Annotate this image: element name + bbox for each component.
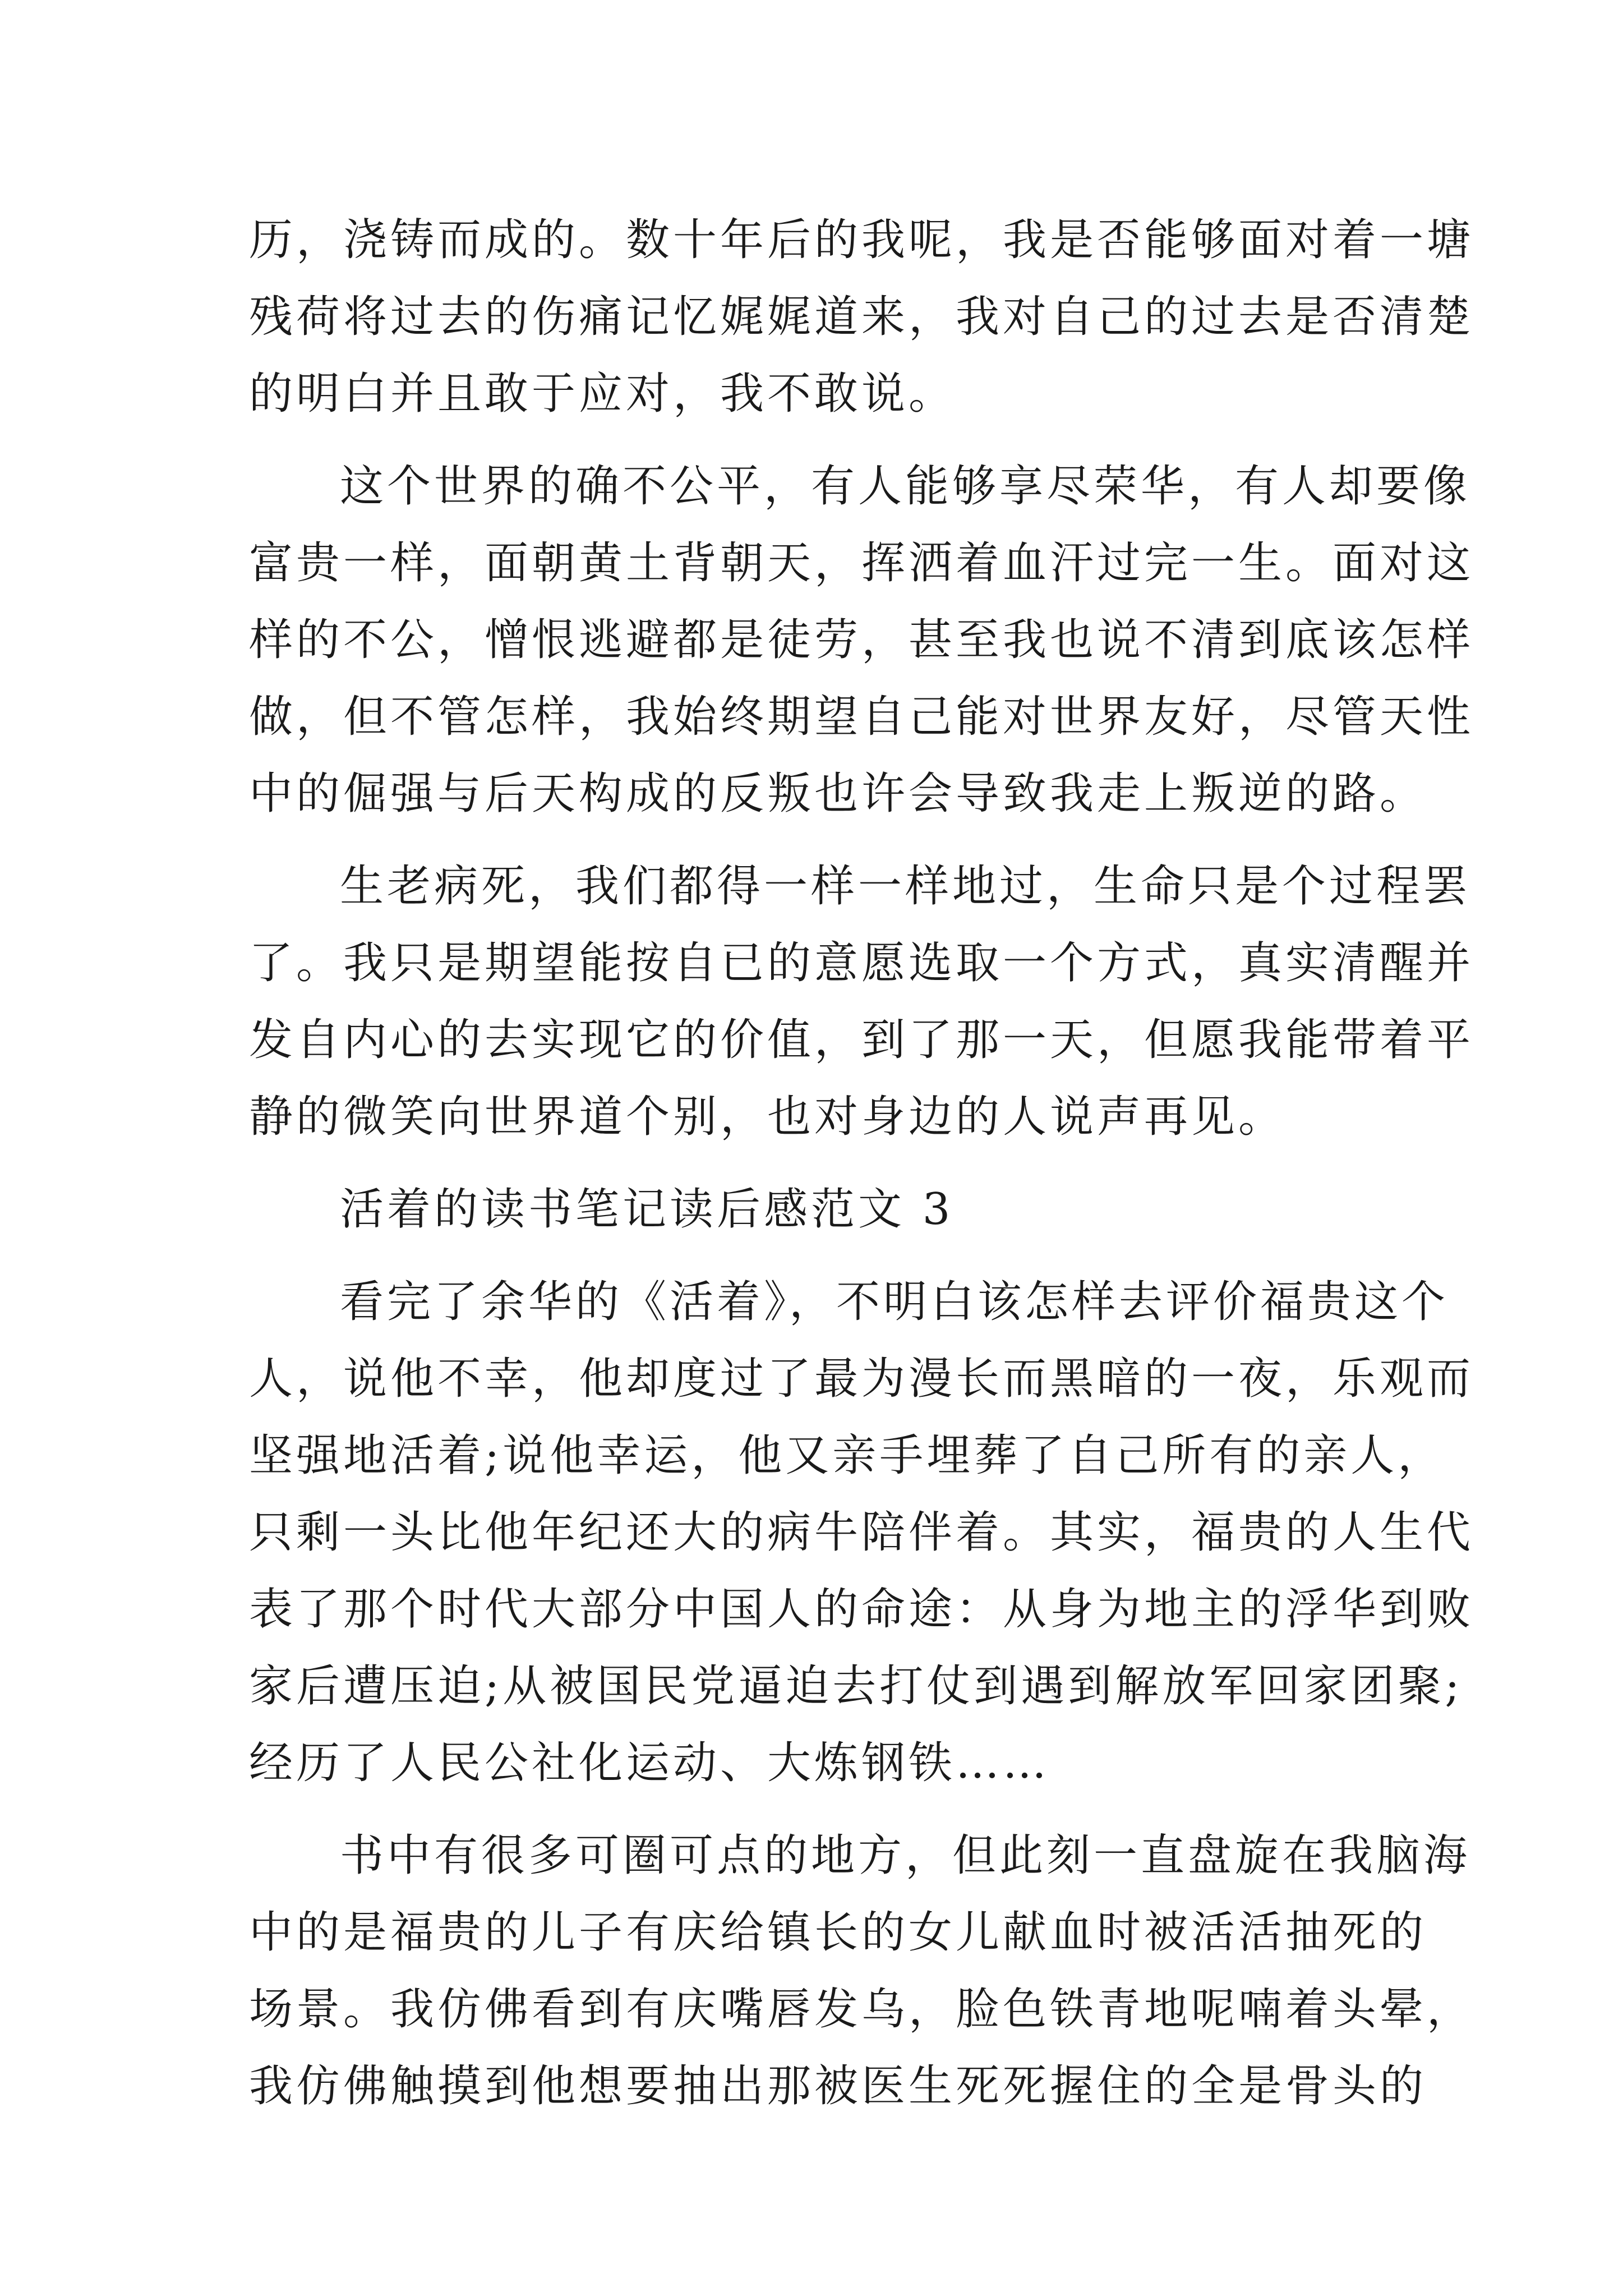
- text-line: 发自内心的去实现它的价值，到了那一天，但愿我能带着平: [249, 1015, 1474, 1065]
- text-line: 活着的读书笔记读后感范文 3: [340, 1184, 954, 1235]
- text-line: 场景。我仿佛看到有庆嘴唇发乌，脸色铁青地呢喃着头晕，: [249, 1984, 1474, 2035]
- text-line: 人，说他不幸，他却度过了最为漫长而黑暗的一夜，乐观而: [249, 1354, 1474, 1404]
- paragraph: [249, 848, 1474, 1156]
- paragraph-gap: [249, 432, 1387, 448]
- text-line: 中的是福贵的儿子有庆给镇长的女儿献血时被活活抽死的: [249, 1907, 1427, 1958]
- text-line: 只剩一头比他年纪还大的病牛陪伴着。其实，福贵的人生代: [249, 1507, 1474, 1558]
- text-line: 经历了人民公社化运动、大炼钢铁……: [249, 1738, 1050, 1788]
- paragraph: [249, 202, 1474, 432]
- text-line: 这个世界的确不公平，有人能够享尽荣华，有人却要像: [340, 461, 1471, 512]
- text-line: 坚强地活着;说他幸运，他又亲手埋葬了自己所有的亲人，: [249, 1430, 1445, 1481]
- text-line: 生老病死，我们都得一样一样地过，生命只是个过程罢: [340, 861, 1471, 912]
- text-line: 中的倔强与后天构成的反叛也许会导致我走上叛逆的路。: [249, 769, 1427, 819]
- text-line: 样的不公，憎恨逃避都是徒劳，甚至我也说不清到底该怎样: [249, 615, 1474, 665]
- text-line: 的明白并且敢于应对，我不敢说。: [249, 369, 956, 419]
- paragraph: [249, 448, 1474, 832]
- paragraph-gap: [249, 832, 1387, 848]
- text-line: 富贵一样，面朝黄土背朝天，挥洒着血汗过完一生。面对这: [249, 538, 1474, 588]
- text-line: 残荷将过去的伤痛记忆娓娓道来，我对自己的过去是否清楚: [249, 292, 1474, 342]
- document-body: [249, 202, 1474, 2125]
- text-line: 书中有很多可圈可点的地方，但此刻一直盘旋在我脑海: [340, 1830, 1471, 1881]
- paragraph-gap: [249, 1248, 1387, 1264]
- text-line: 历，浇铸而成的。数十年后的我呢，我是否能够面对着一塘: [249, 215, 1474, 265]
- text-line: 做，但不管怎样，我始终期望自己能对世界友好，尽管天性: [249, 692, 1474, 742]
- text-line: 我仿佛触摸到他想要抽出那被医生死死握住的全是骨头的: [249, 2061, 1427, 2111]
- text-line: 看完了余华的《活着》，不明白该怎样去评价福贵这个: [340, 1277, 1449, 1327]
- text-line: 家后遭压迫;从被国民党逼迫去打仗到遇到解放军回家团聚;: [249, 1661, 1463, 1711]
- paragraph: [249, 1171, 1387, 1248]
- text-line: 静的微笑向世界道个别，也对身边的人说声再见。: [249, 1092, 1286, 1142]
- paragraph-gap: [249, 1802, 1387, 1818]
- text-line: 表了那个时代大部分中国人的命途：从身为地主的浮华到败: [249, 1584, 1474, 1635]
- paragraph: [249, 1264, 1474, 1802]
- text-line: 了。我只是期望能按自已的意愿选取一个方式，真实清醒并: [249, 938, 1474, 988]
- paragraph-gap: [249, 1156, 1387, 1171]
- paragraph: [249, 1818, 1474, 2125]
